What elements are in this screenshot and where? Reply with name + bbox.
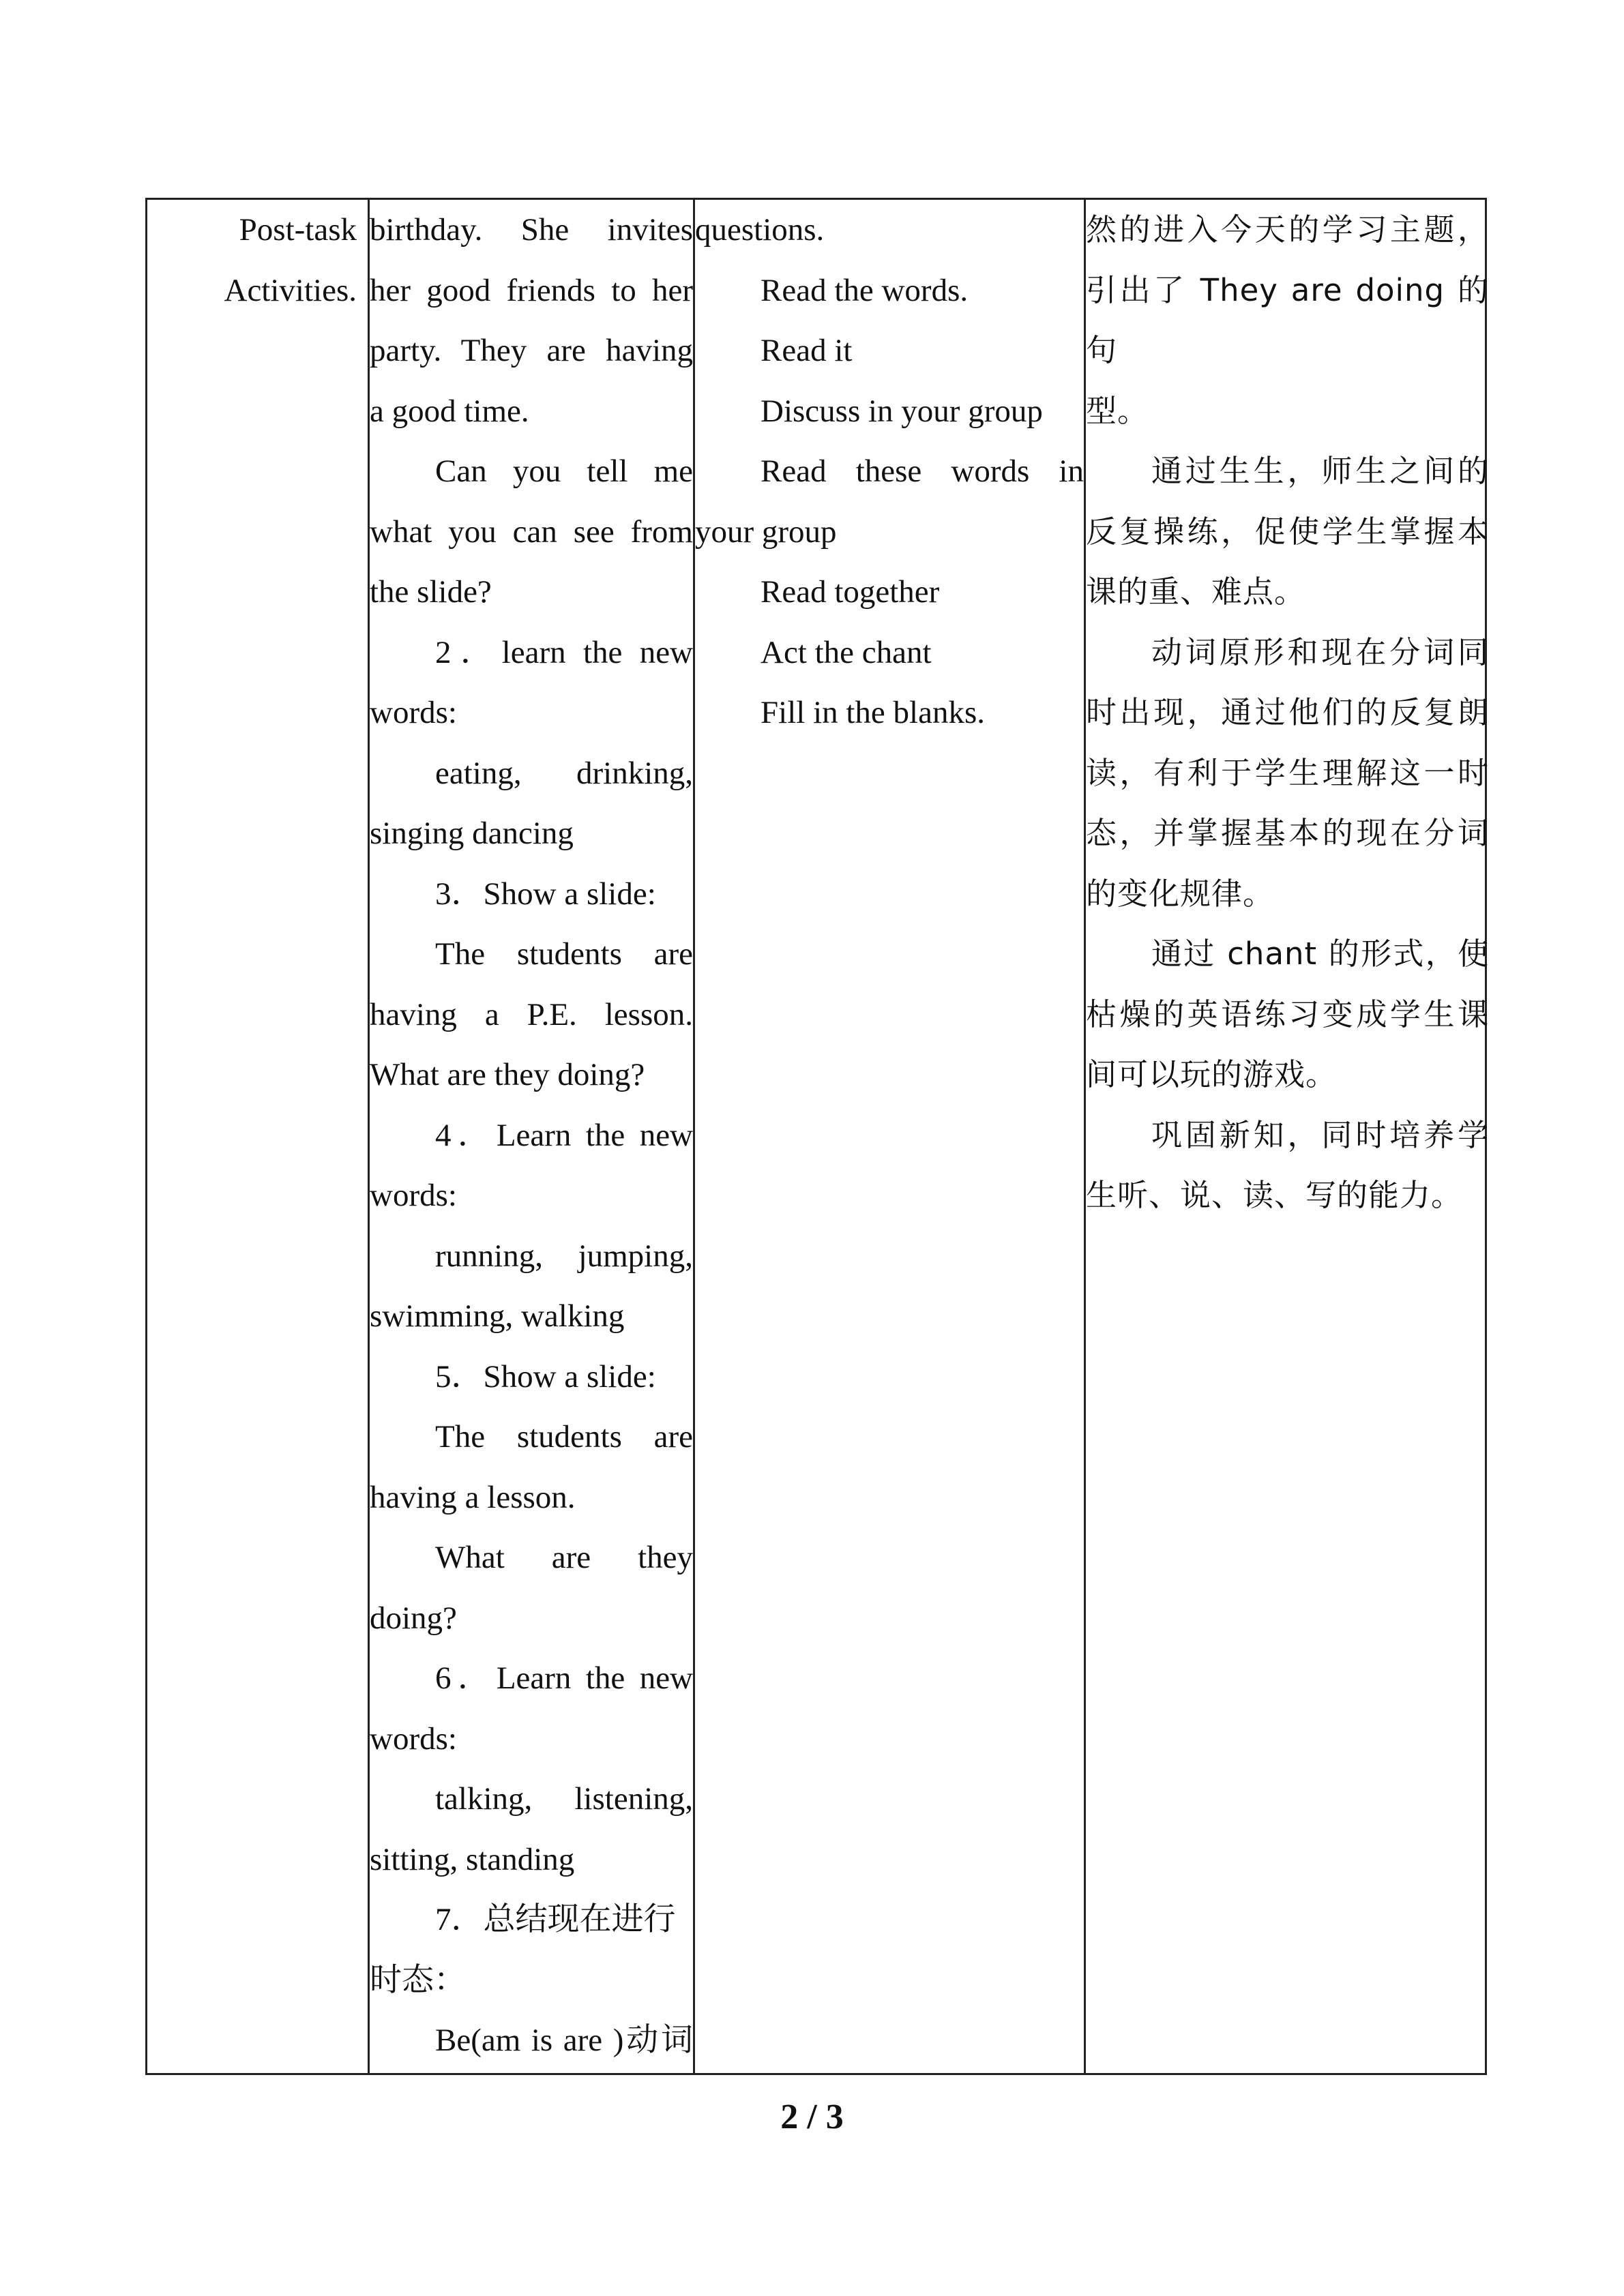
text-line: 引出了 They are doing 的句 [1086,271,1489,368]
text-line: 3．Show a slide: [435,876,656,912]
text-line: Be(am is are )动词 [435,2023,693,2058]
text-line: 时态： [370,1962,466,1998]
text-line: her good friends to her [370,272,693,308]
stage-label-line: Post-task [239,212,357,248]
text-line: The students are [435,936,693,972]
text-line: having a P.E. lesson. [370,996,693,1032]
text-line: swimming, walking [370,1298,625,1334]
text-line: 通过生生，师生之间的 [1151,453,1489,489]
text-line: 4．Learn the new [435,1117,693,1153]
text-line: 通过 chant 的形式，使 [1151,936,1489,972]
text-line: 枯燥的英语练习变成学生课 [1086,996,1489,1032]
text-line: doing? [370,1600,457,1636]
text-line: birthday. She invites [370,212,693,248]
text-line: 5．Show a slide: [435,1358,656,1395]
text-line: 态，并掌握基本的现在分词 [1086,815,1489,851]
text-line: singing dancing [370,816,574,851]
text-line: 间可以玩的游戏。 [1086,1056,1338,1092]
text-line: Discuss in your group [761,393,1043,429]
text-line: talking, listening, [435,1781,693,1817]
text-line: 的变化规律。 [1086,875,1275,912]
text-line: questions. [695,212,825,248]
text-line: sitting, standing [370,1841,575,1877]
purpose-column [1086,200,1489,2073]
text-line: 反复操练，促使学生掌握本 [1086,513,1489,550]
text-line: having a lesson. [370,1479,576,1515]
text-line: a good time. [370,393,529,429]
text-line: What are they [435,1540,693,1575]
text-line: Fill in the blanks. [761,695,985,730]
stage-column [147,200,368,2073]
text-line: words: [370,1178,457,1213]
text-line: Act the chant [761,634,932,670]
text-line: 型。 [1086,392,1149,429]
stage-label-line: Activities. [224,272,357,308]
text-line: Read it [761,333,853,368]
text-line: What are they doing? [370,1057,645,1092]
text-line: 时出现，通过他们的反复朗 [1086,694,1489,730]
text-line: 7．总结现在进行 [435,1902,676,1937]
text-line: party. They are having [370,333,693,368]
text-line: your group [695,513,837,550]
text-line: what you can see from [370,513,693,550]
text-line: words: [370,695,457,730]
text-line: the slide? [370,574,492,610]
text-line: eating, drinking, [435,755,693,791]
text-line: 生听、说、读、写的能力。 [1086,1177,1463,1213]
student-activity-column [695,200,1084,2073]
text-line: 课的重、难点。 [1086,573,1306,610]
text-line: Read these words in [761,453,1084,489]
text-line: 动词原形和现在分词同 [1151,633,1489,670]
text-line: Read together [761,574,940,610]
text-line: 巩固新知，同时培养学 [1151,1116,1489,1153]
text-line: 2．learn the new [435,634,693,670]
text-line: 然的进入今天的学习主题， [1086,211,1489,248]
text-line: 读，有利于学生理解这一时 [1086,754,1489,791]
page-number: 2 / 3 [780,2098,844,2136]
text-line: running, jumping, [435,1238,693,1274]
text-line: Can you tell me [435,453,693,489]
text-line: Read the words. [761,272,969,308]
text-line: words: [370,1720,457,1757]
lesson-plan-table [145,198,1487,2075]
teacher-activity-column [370,200,693,2073]
text-line: The students are [435,1419,693,1455]
text-line: 6．Learn the new [435,1660,693,1696]
